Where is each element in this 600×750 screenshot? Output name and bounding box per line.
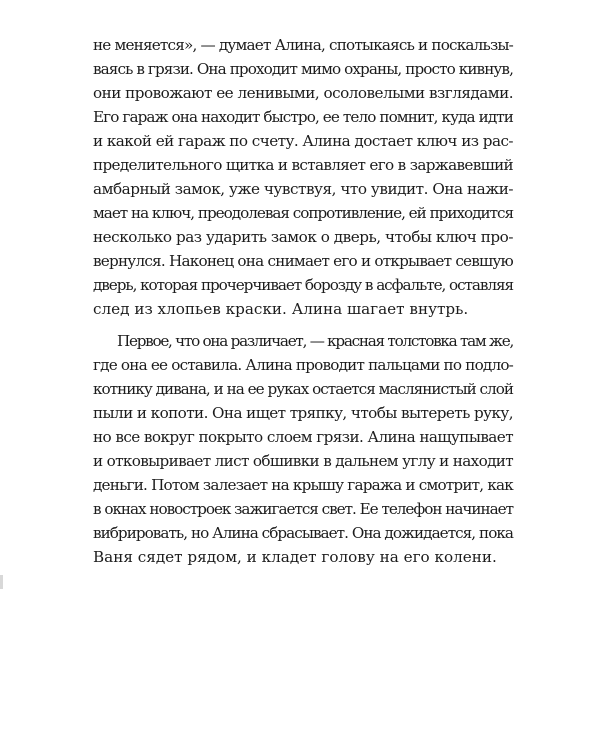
text-line: амбарный замок, уже чувствуя, что увидит. Она нажи- [93,180,514,198]
text-line: в окнах новостроек зажигается свет. Ее телефон начинает [93,500,513,518]
text-line: вибрировать, но Алина сбрасывает. Она дожидается, пока [93,524,514,542]
text-line: вернулся. Наконец она снимает его и открывает севшую [93,252,513,270]
text-line-last: след из хлопьев краски. Алина шагает внутрь. [93,300,469,318]
text-line: пределительного щитка и вставляет его в заржавевший [93,156,513,174]
text-line: котнику дивана, и на ее руках остается маслянистый слой [93,380,513,398]
text-line: ваясь в грязи. Она проходит мимо охраны, просто кивнув, [93,60,514,78]
text-line: где она ее оставила. Алина проводит пальцами по подло- [93,356,513,374]
body-text [93,33,513,569]
text-line: пыли и копоти. Она ищет тряпку, чтобы вытереть руку, [93,404,513,422]
text-line: и отковыривает лист обшивки в дальнем углу и находит [93,452,513,470]
text-line: они провожают ее ленивыми, осоловелыми взглядами. [93,84,514,102]
text-line: несколько раз ударить замок о дверь, чтобы ключ про- [93,228,513,246]
text-line: Его гараж она находит быстро, ее тело помнит, куда идти [93,108,513,126]
paragraph-2 [93,329,513,569]
text-line-last: Ваня сядет рядом, и кладет голову на его колени. [93,548,497,566]
text-line: не меняется», — думает Алина, спотыкаясь и поскальзы- [93,36,514,54]
text-line: мает на ключ, преодолевая сопротивление, ей приходится [93,204,514,222]
text-line: и какой ей гараж по счету. Алина достает ключ из рас- [93,132,514,150]
text-line: но все вокруг покрыто слоем грязи. Алина нащупывает [93,428,514,446]
scan-edge-mark [0,575,3,589]
paragraph-1 [93,33,513,321]
paragraph-gap [93,321,513,329]
text-line-first: Первое, что она различает, — красная толстовка там же, [117,332,514,350]
text-line: дверь, которая прочерчивает борозду в асфальте, оставляя [93,276,513,294]
text-line: деньги. Потом залезает на крышу гаража и смотрит, как [93,476,513,494]
